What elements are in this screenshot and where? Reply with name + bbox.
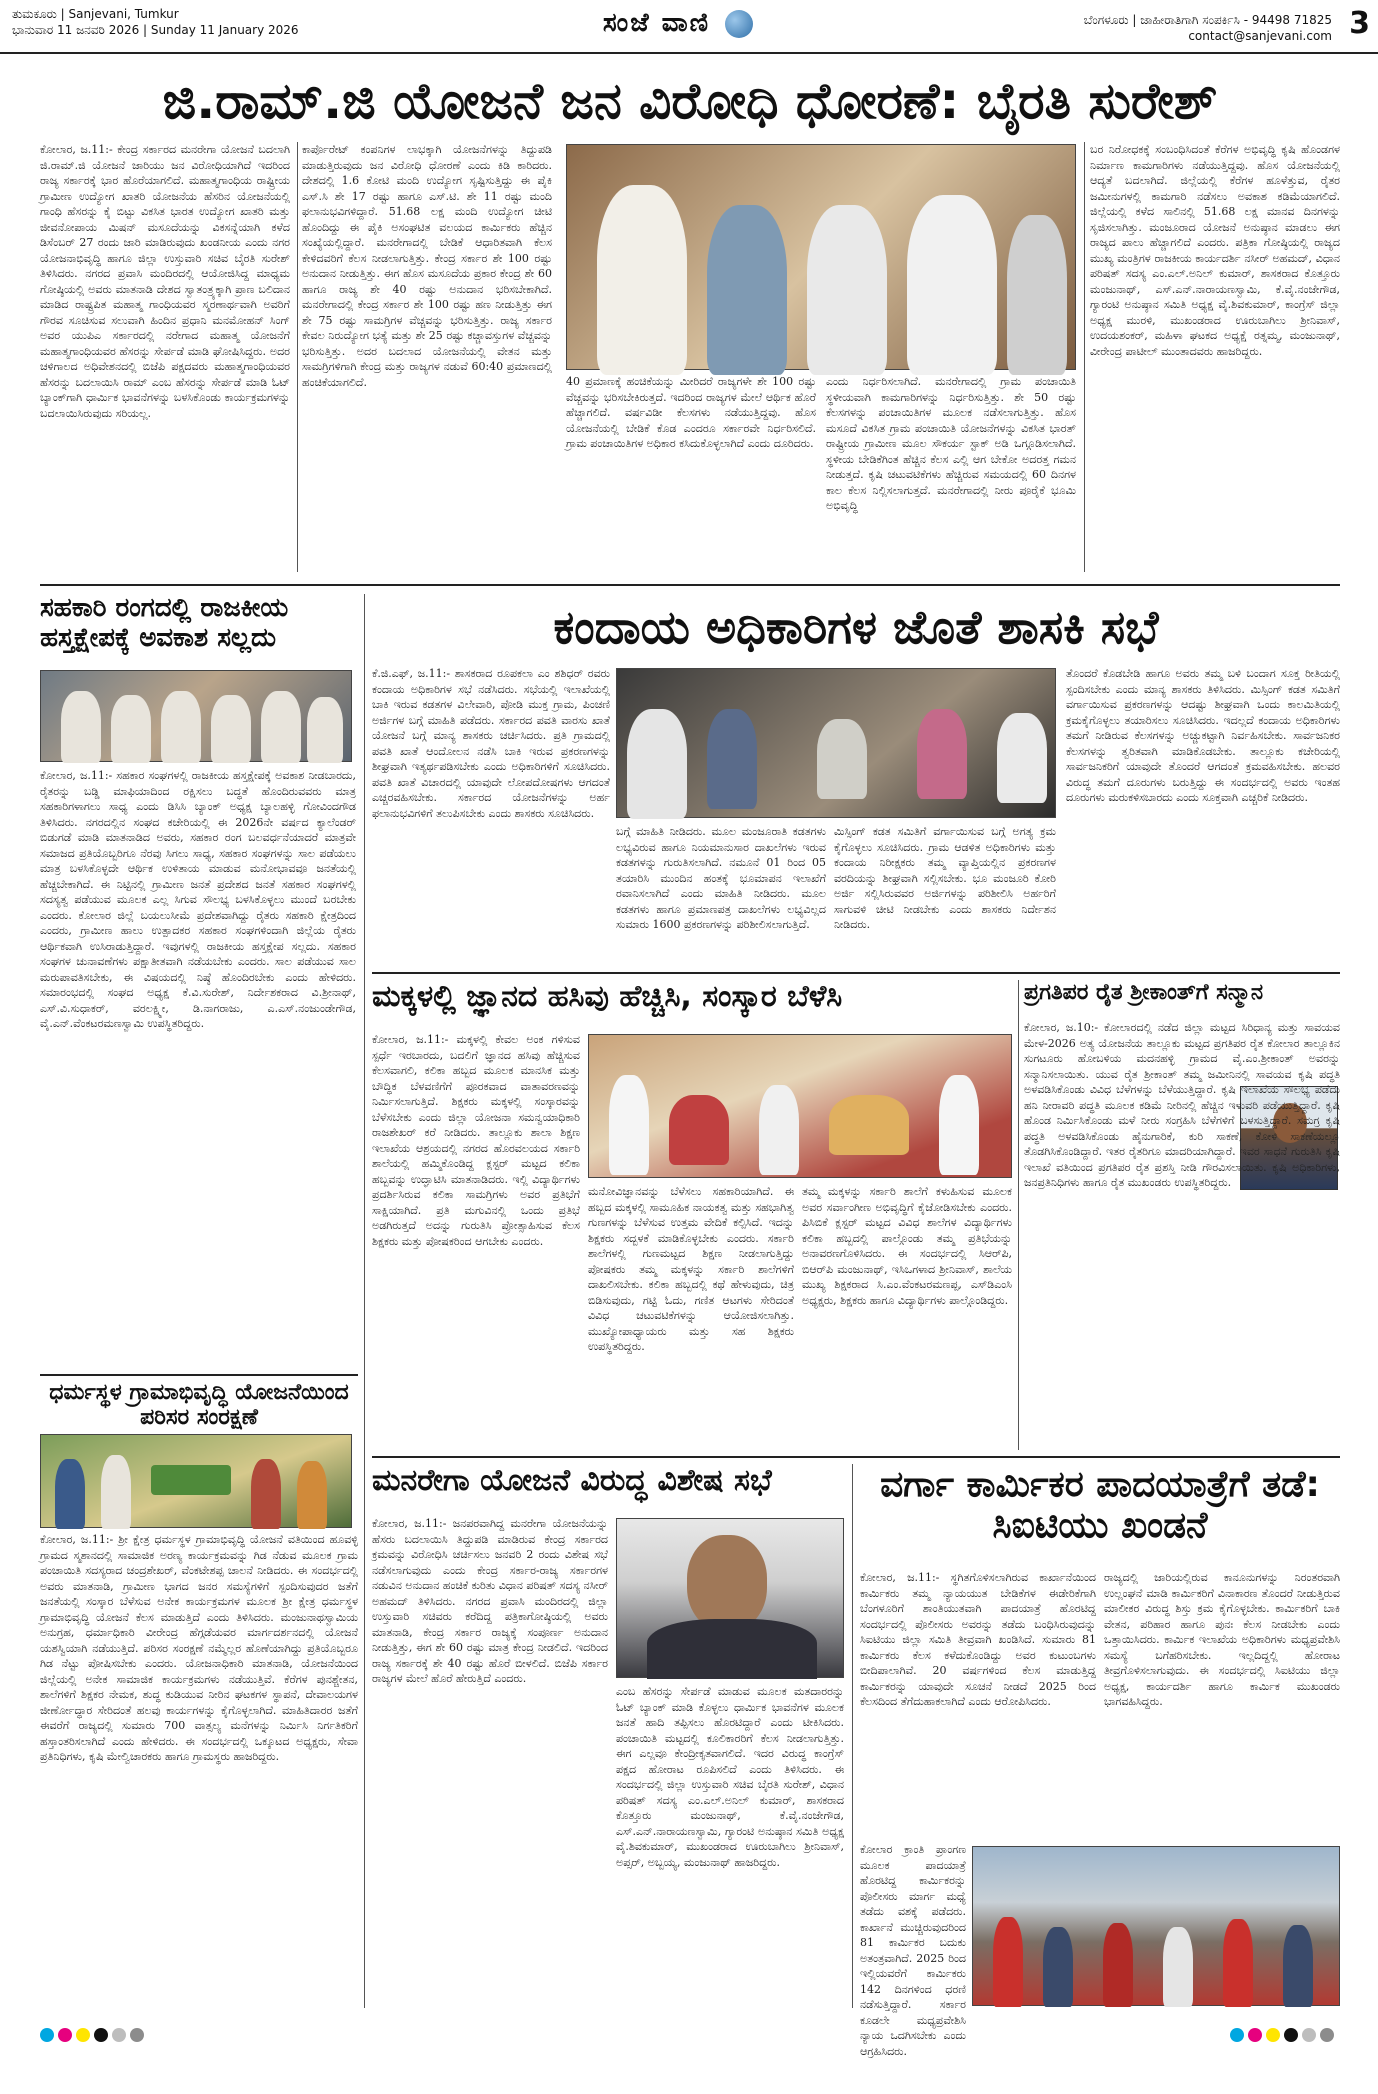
contact-line: ಬೆಂಗಳೂರು | ಜಾಹೀರಾತಿಗಾಗಿ ಸಂಪರ್ಕಿಸಿ - 94498 71825 <box>1083 13 1332 27</box>
newspaper-logo <box>560 8 800 44</box>
edition-line: ತುಮಕೂರು | Sanjevani, Tumkur <box>12 7 179 21</box>
page-number: 3 <box>1349 6 1370 41</box>
manarega-column-1: ಕೋಲಾರ, ಜ.11:- ಜನಪರವಾಗಿದ್ದ ಮನರೇಗಾ ಯೋಜನೆಯನ್ನು ಹೆಸರು ಬದಲಾಯಿಸಿ ತಿದ್ದುಪಡಿ ಮಾಡಿರುವ ಕೇಂದ್ರ ಸರ್ಕಾರದ ಕ್ರಮವನ್ನು ವಿರೋಧಿಸಿ ಚರ್ಚಿಸಲು ಜನವರಿ 2 ರಂದು ವಿಶೇಷ ಸಭೆ ನಡೆಸಲಾಗುವುದು ಎಂದು ಕೇಂದ್ರ ಸರ್ಕಾರ-ರಾಜ್ಯ ಸರ್ಕಾರಗಳ ನಡುವಿನ ಅನುದಾನ ಹಂಚಿಕೆ ಕುರಿತು ವಿಧಾನ ಪರಿಷತ್ ಸದಸ್ಯ ನಸೀರ್ ಅಹಮದ್ ತಿಳಿಸಿದರು. ನಗರದ ಪ್ರವಾಸಿ ಮಂದಿರದಲ್ಲಿ ಜಿಲ್ಲಾ ಉಸ್ತುವಾರಿ ಸಚಿವರು ಕರೆದಿದ್ದ ಪತ್ರಿಕಾಗೋಷ್ಠಿಯಲ್ಲಿ ಅವರು ಮಾತನಾಡಿ, ಕೇಂದ್ರ ಸರ್ಕಾರ ರಾಜ್ಯಕ್ಕೆ ಸಂಪೂರ್ಣ ಅನುದಾನ ನೀಡುತ್ತಿತ್ತು, ಈಗ ಶೇ 60 ರಷ್ಟು ಮಾತ್ರ ಕೇಂದ್ರ ನೀಡಲಿದೆ. ಇದರಿಂದ ರಾಜ್ಯ ಸರ್ಕಾರಕ್ಕೆ ಶೇ 40 ರಷ್ಟು ಹೊರೆ ಬೀಳಲಿದೆ. ಬಿಜೆಪಿ ಸರ್ಕಾರ ರಾಜ್ಯಗಳ ಮೇಲೆ ಹೊರೆ ಹೇರುತ್ತಿದೆ ಎಂದರು. <box>372 1517 608 1685</box>
kandaya-column-3: ಮಿಸ್ಸಿಂಗ್ ಕಡತ ಸಮಿತಿಗೆ ವರ್ಗಾಯಿಸುವ ಬಗ್ಗೆ ಅಗತ್ಯ ಕ್ರಮ ಕೈಗೊಳ್ಳಲು ಸೂಚಿಸಿದರು. ಗ್ರಾಮ ಆಡಳಿತ ಅಧಿಕಾರಿಗಳು ಮತ್ತು ಕಂದಾಯ ನಿರೀಕ್ಷಕರು ತಮ್ಮ ವ್ಯಾಪ್ತಿಯಲ್ಲಿನ ಪ್ರಕರಣಗಳ ವರದಿಯನ್ನು ಶೀಘ್ರವಾಗಿ ಸಲ್ಲಿಸಬೇಕು. ಭೂ ಮಂಜೂರಿ ಕೋರಿ ಅರ್ಜಿ ಸಲ್ಲಿಸಿರುವವರ ಅರ್ಜಿಗಳನ್ನು ಪರಿಶೀಲಿಸಿ ಅರ್ಹರಿಗೆ ಸಾಗುವಳಿ ಚೀಟಿ ನೀಡಬೇಕು ಎಂದು ಶಾಸಕರು ನಿರ್ದೇಶನ ನೀಡಿದರು. <box>834 825 1056 931</box>
contact-email[interactable]: contact@sanjevani.com <box>1188 29 1332 43</box>
dharmasthala-body: ಕೋಲಾರ, ಜ.11:- ಶ್ರೀ ಕ್ಷೇತ್ರ ಧರ್ಮಸ್ಥಳ ಗ್ರಾಮಾಭಿವೃದ್ಧಿ ಯೋಜನೆ ವತಿಯಿಂದ ಹೂವಳ್ಳಿ ಗ್ರಾಮದ ಸ್ಮಶಾನದಲ್ಲಿ ಸಾಮಾಜಿಕ ಅರಣ್ಯ ಕಾರ್ಯಕ್ರಮವನ್ನು ಗಿಡ ನೆಡುವ ಮೂಲಕ ಗ್ರಾಮ ಪಂಚಾಯಿತಿ ಸದಸ್ಯರಾದ ಚಂದ್ರಶೇಖರ್, ವೆಂಕಟೇಶಪ್ಪ ಚಾಲನೆ ನೀಡಿದರು. ಈ ಸಂದರ್ಭದಲ್ಲಿ ಅವರು ಮಾತನಾಡಿ, ಗ್ರಾಮೀಣ ಭಾಗದ ಜನರ ಸಮಸ್ಯೆಗಳಿಗೆ ಸ್ಪಂದಿಸುವುದರ ಜತೆಗೆ ಜನತೆಯಲ್ಲಿ ಸಂಸ್ಕಾರ ಬೆಳೆಸುವ ಅನೇಕ ಕಾರ್ಯಕ್ರಮಗಳ ಮೂಲಕ ಶ್ರೀ ಕ್ಷೇತ್ರ ಧರ್ಮಸ್ಥಳ ಗ್ರಾಮಾಭಿವೃದ್ಧಿ ಯೋಜನೆ ಕೆಲಸ ಮಾಡುತ್ತಿದೆ ಎಂದು ತಿಳಿಸಿದರು. ಮಂಜುನಾಥಸ್ವಾಮಿಯ ಅನುಗ್ರಹ, ಧರ್ಮಾಧಿಕಾರಿ ವೀರೇಂದ್ರ ಹೆಗ್ಗಡೆಯವರ ಮಾರ್ಗದರ್ಶನದಲ್ಲಿ ಯೋಜನೆ ಯಶಸ್ವಿಯಾಗಿ ನಡೆಯುತ್ತಿದೆ. ಪರಿಸರ ಸಂರಕ್ಷಣೆ ನಮ್ಮೆಲ್ಲರ ಹೊಣೆಯಾಗಿದ್ದು ಪ್ರತಿಯೊಬ್ಬರೂ ಗಿಡ ನೆಟ್ಟು ಪೋಷಿಸಬೇಕು ಎಂದರು. ಯೋಜನಾಧಿಕಾರಿ ಮಾತನಾಡಿ, ಯೋಜನೆಯಿಂದ ಜಿಲ್ಲೆಯಲ್ಲಿ ಅನೇಕ ಸಾಮಾಜಿಕ ಕಾರ್ಯಕ್ರಮಗಳು ನಡೆಯುತ್ತಿವೆ. ಕೆರೆಗಳ ಪುನಶ್ಚೇತನ, ಶಾಲೆಗಳಿಗೆ ಶಿಕ್ಷಕರ ನೇಮಕ, ಶುದ್ಧ ಕುಡಿಯುವ ನೀರಿನ ಘಟಕಗಳ ಸ್ಥಾಪನೆ, ದೇವಾಲಯಗಳ ಜೀರ್ಣೋದ್ಧಾರ ಸೇರಿದಂತೆ ಹಲವು ಕಾರ್ಯಗಳನ್ನು ಕೈಗೊಳ್ಳಲಾಗಿದೆ. ಮಾಹಿತಿದಾರರ ಜತೆಗೆ ಈವರೆಗೆ ರಾಜ್ಯದಲ್ಲಿ ಸುಮಾರು 700 ವಾತ್ಸಲ್ಯ ಮನೆಗಳನ್ನು ನಿರ್ಮಿಸಿ ನಿರ್ಗತಿಕರಿಗೆ ಹಸ್ತಾಂತರಿಸಲಾಗಿದೆ ಎಂದು ಹೇಳಿದರು. ಈ ಸಂದರ್ಭದಲ್ಲಿ ಒಕ್ಕೂಟದ ಅಧ್ಯಕ್ಷರು, ಸೇವಾ ಪ್ರತಿನಿಧಿಗಳು, ಕೃಷಿ ಮೇಲ್ವಿಚಾರಕರು ಹಾಗೂ ಗ್ರಾಮಸ್ಥರು ಹಾಜರಿದ್ದರು. <box>40 1533 358 1763</box>
cooperative-body: ಕೋಲಾರ, ಜ.11:- ಸಹಕಾರ ಸಂಘಗಳಲ್ಲಿ ರಾಜಕೀಯ ಹಸ್ತಕ್ಷೇಪಕ್ಕೆ ಅವಕಾಶ ನೀಡಬಾರದು, ರೈತರನ್ನು ಬಡ್ಡಿ ಮಾಫಿಯಾದಿಂದ ರಕ್ಷಿಸಲು ಬದ್ಧತೆ ಹೊಂದಿರುವವರು ಮಾತ್ರ ಸಹಕಾರಿಗಳಾಗಲು ಸಾಧ್ಯ ಎಂದು ಡಿಸಿಸಿ ಬ್ಯಾಂಕ್ ಅಧ್ಯಕ್ಷ ಬ್ಯಾಲಹಳ್ಳಿ ಗೋವಿಂದಗೌಡ ತಿಳಿಸಿದರು. ನಗರದಲ್ಲಿನ ಸಂಘದ ಕಚೇರಿಯಲ್ಲಿ ಈ 2026ನೇ ವರ್ಷದ ಕ್ಯಾಲೆಂಡರ್ ಬಿಡುಗಡೆ ಮಾಡಿ ಮಾತನಾಡಿದ ಅವರು, ಸಹಕಾರ ರಂಗ ಬಲವರ್ಧನೆಯಾದರೆ ಮಾತ್ರವೇ ಸಮಾಜದ ಪ್ರತಿಯೊಬ್ಬರಿಗೂ ನೆರವು ಸಿಗಲು ಸಾಧ್ಯ, ಸಹಕಾರ ಸಂಘಗಳನ್ನು ಸಾಲ ಪಡೆಯಲು ಮಾತ್ರ ಬಳಸಿಕೊಳ್ಳದೇ ಆರ್ಥಿಕ ಉಳಿತಾಯ ಮಾಡುವ ಮನೋಭಾವವೂ ಜನತೆಯಲ್ಲಿ ಹೆಚ್ಚಬೇಕಾಗಿದೆ. ಈ ನಿಟ್ಟಿನಲ್ಲಿ ಗ್ರಾಮೀಣ ಜನತೆ ಪ್ರದೇಶದ ಜನತೆ ಸಹಕಾರ ಸಂಘಗಳಲ್ಲಿ ಸದಸ್ಯತ್ವ ಪಡೆಯುವ ಮೂಲಕ ಎಲ್ಲ ಸಿಗುವ ಸೌಲಭ್ಯ ಬಳಸಿಕೊಳ್ಳಲು ಮುಂದೆ ಬರಬೇಕು ಎಂದರು. ಕೋಲಾರ ಜಿಲ್ಲೆ ಬಯಲುಸೀಮೆ ಪ್ರದೇಶವಾಗಿದ್ದು ರೈತರು ಸಹಕಾರಿ ಕ್ಷೇತ್ರದಿಂದ ಎಂದರು, ಗ್ರಾಮೀಣ ಹಾಲು ಉತ್ಪಾದಕರ ಸಹಕಾರ ಸಂಘಗಳಿಂದಾಗಿ ಜಿಲ್ಲೆಯ ರೈತರು ಆರ್ಥಿಕವಾಗಿ ಉಸಿರಾಡುತ್ತಿದ್ದಾರೆ. ಇವುಗಳಲ್ಲಿ ರಾಜಕೀಯ ಹಸ್ತಕ್ಷೇಪ ಸಲ್ಲದು. ಸಹಕಾರ ಸಂಘಗಳ ಚುನಾವಣೆಗಳು ಪಕ್ಷಾತೀತವಾಗಿ ನಡೆಯಬೇಕು ಎಂದರು. ಸಾಲ ಪಡೆಯುವ ಸಾಲ ಮರುಪಾವತಿಸಬೇಕು, ಈ ವಿಷಯದಲ್ಲಿ ನಿಷ್ಠೆ ಹೊಂದಿರಬೇಕು ಎಂದು ಹೇಳಿದರು. ಸಮಾರಂಭದಲ್ಲಿ ಸಂಘದ ಅಧ್ಯಕ್ಷ ಕೆ.ವಿ.ಸುರೇಶ್, ನಿರ್ದೇಶಕರಾದ ವಿ.ಶ್ರೀನಾಥ್, ಎಸ್.ವಿ.ಸುಧಾಕರ್, ವರಲಕ್ಷ್ಮೀ, ಡಿ.ನಾಗರಾಜು, ಎ.ಎಸ್.ನಂಜುಂಡೇಗೌಡ, ವೈ.ಎನ್.ವೆಂಕಟರಮಣಸ್ವಾಮಿ ಉಪಸ್ಥಿತರಿದ್ದರು. <box>40 769 356 1030</box>
register-dot <box>112 2028 126 2042</box>
logo-text: ಸಂಜೆ ವಾಣಿ <box>602 8 711 38</box>
register-dot <box>1302 2028 1316 2042</box>
color-register-right <box>1230 2028 1334 2042</box>
column-divider <box>364 594 365 2008</box>
register-dot <box>130 2028 144 2042</box>
varga-headline: ವರ್ಗಾ ಕಾರ್ಮಿಕರ ಪಾದಯಾತ್ರೆಗೆ ತಡೆ: ಸಿಐಟಿಯು ಖಂಡನೆ <box>880 1464 1320 1547</box>
manarega-column-2: ಎಂಬ ಹೆಸರನ್ನು ಸೇರ್ಪಡೆ ಮಾಡುವ ಮೂಲಕ ಮತದಾರರನ್ನು ಓಟ್ ಬ್ಯಾಂಕ್ ಮಾಡಿ ಕೊಳ್ಳಲು ಧಾರ್ಮಿಕ ಭಾವನೆಗಳ ಮೂಲಕ ಜನತೆ ಹಾದಿ ತಪ್ಪಿಸಲು ಹೊರಟಿದ್ದಾರೆ ಎಂದು ಟೀಕಿಸಿದರು. ಪಂಚಾಯಿತಿ ಮಟ್ಟದಲ್ಲಿ ಕೂಲಿಕಾರರಿಗೆ ಕೆಲಸ ನೀಡಲಾಗುತ್ತಿತ್ತು. ಈಗ ಎಲ್ಲವೂ ಕೇಂದ್ರೀಕೃತವಾಗಲಿದೆ. ಇದರ ವಿರುದ್ಧ ಕಾಂಗ್ರೆಸ್ ಪಕ್ಷದ ಹೋರಾಟ ರೂಪಿಸಲಿದೆ ಎಂದು ತಿಳಿಸಿದರು. ಈ ಸಂದರ್ಭದಲ್ಲಿ ಜಿಲ್ಲಾ ಉಸ್ತುವಾರಿ ಸಚಿವ ಬೈರತಿ ಸುರೇಶ್, ವಿಧಾನ ಪರಿಷತ್ ಸದಸ್ಯ ಎಂ.ಎಲ್.ಅನಿಲ್ ಕುಮಾರ್, ಶಾಸಕರಾದ ಕೊತ್ತೂರು ಮಂಜುನಾಥ್, ಕೆ.ವೈ.ನಂಜೇಗೌಡ, ಎಸ್.ಎನ್.ನಾರಾಯಣಸ್ವಾಮಿ, ಗ್ಯಾರಂಟಿ ಅನುಷ್ಠಾನ ಸಮಿತಿ ಅಧ್ಯಕ್ಷ ವೈ.ಶಿವಕುಮಾರ್, ಮುಖಂಡರಾದ ಊರುಬಾಗಿಲು ಶ್ರೀನಿವಾಸ್, ಅಪ್ಸರ್, ಅಬ್ಬಯ್ಯ, ಮಂಜುನಾಥ್ ಹಾಜರಿದ್ದರು. <box>616 1685 844 1869</box>
dharmasthala-headline: ಧರ್ಮಸ್ಥಳ ಗ್ರಾಮಾಭಿವೃದ್ಧಿ ಯೋಜನೆಯಿಂದ ಪರಿಸರ ಸಂರಕ್ಷಣೆ <box>49 1380 349 1431</box>
lead-column-5: ಬರ ನಿರೋಧಕಕ್ಕೆ ಸಂಬಂಧಿಸಿದಂತೆ ಕೆರೆಗಳ ಅಭಿವೃದ್ಧಿ ಕೃಷಿ ಹೊಂಡಗಳ ನಿರ್ಮಾಣ ಕಾಮಗಾರಿಗಳು ನಡೆಯುತ್ತಿದ್ದವು. ಹೊಸ ಯೋಜನೆಯಲ್ಲಿ ಆದ್ಯತೆ ಬದಲಾಗಿದೆ. ಜಿಲ್ಲೆಯಲ್ಲಿ ಕೆರೆಗಳ ಹೂಳೆತ್ತುವ, ರೈತರ ಜಮೀನುಗಳಲ್ಲಿ ಕಾಮಗಾರಿ ನಡೆಸಲು ಅವಕಾಶ ಕಡಿಮೆಯಾಗಲಿದೆ. ಜಿಲ್ಲೆಯಲ್ಲಿ ಕಳೆದ ಸಾಲಿನಲ್ಲಿ 51.68 ಲಕ್ಷ ಮಾನವ ದಿನಗಳನ್ನು ಸೃಜಿಸಲಾಗಿತ್ತು. ಮಂಜೂರಾದ ಯೋಜನೆ ಅನುಷ್ಠಾನ ಮಾಡಲು ಈಗ ರಾಜ್ಯದ ಪಾಲು ಹೆಚ್ಚಾಗಲಿದೆ ಎಂದರು. ಪತ್ರಿಕಾ ಗೋಷ್ಠಿಯಲ್ಲಿ ರಾಜ್ಯದ ಮುಖ್ಯ ಮಂತ್ರಿಗಳ ರಾಜಕೀಯ ಕಾರ್ಯದರ್ಶಿ ನಸೀರ್ ಅಹಮದ್, ವಿಧಾನ ಪರಿಷತ್ ಸದಸ್ಯ ಎಂ.ಎಲ್.ಅನಿಲ್ ಕುಮಾರ್, ಶಾಸಕರಾದ ಕೊತ್ತೂರು ಮಂಜುನಾಥ್, ಎಸ್.ಎನ್.ನಾರಾಯಣಸ್ವಾಮಿ, ಕೆ.ವೈ.ನಂಜೇಗೌಡ, ಗ್ಯಾರಂಟಿ ಅನುಷ್ಠಾನ ಸಮಿತಿ ಅಧ್ಯಕ್ಷ ವೈ.ಶಿವಕುಮಾರ್, ಕಾಂಗ್ರೆಸ್ ಜಿಲ್ಲಾ ಅಧ್ಯಕ್ಷ ಮುರಳಿ, ಮುಖಂಡರಾದ ಊರುಬಾಗಿಲು ಶ್ರೀನಿವಾಸ್, ಉದಯಶಂಕರ್, ಮಹಿಳಾ ಘಟಕದ ಅಧ್ಯಕ್ಷೆ ರತ್ನಮ್ಮ, ಮಂಜುನಾಥ್, ವೀರೇಂದ್ರ ಪಾಟೀಲ್ ಮುಂತಾದವರು ಹಾಜರಿದ್ದರು. <box>1090 143 1340 358</box>
column-divider <box>1018 980 1019 1450</box>
register-dot <box>1284 2028 1298 2042</box>
kandaya-column-4: ತೊಂದರೆ ಕೊಡಬೇಡಿ ಹಾಗೂ ಅವರು ತಮ್ಮ ಬಳಿ ಬಂದಾಗ ಸೂಕ್ತ ರೀತಿಯಲ್ಲಿ ಸ್ಪಂದಿಸಬೇಕು ಎಂದು ಮಾನ್ಯ ಶಾಸಕರು ತಿಳಿಸಿದರು. ಮಿಸ್ಸಿಂಗ್ ಕಡತ ಸಮಿತಿಗೆ ವರ್ಗಾಯಿಸುವ ಪ್ರಕರಣಗಳನ್ನು ಆದಷ್ಟು ಶೀಘ್ರವಾಗಿ ಒಂದು ಕಾಲಮಿತಿಯಲ್ಲಿ ಕ್ರಮಕೈಗೊಳ್ಳಲು ತಯಾರಿಸಲು ಸೂಚಿಸಿದರು. ಇದಲ್ಲದೆ ಕಂದಾಯ ಅಧಿಕಾರಿಗಳು ತಮಗೆ ನೀಡಿರುವ ಕೆಲಸಗಳನ್ನು ಅಚ್ಚುಕಟ್ಟಾಗಿ ನಿರ್ವಹಿಸಬೇಕು. ಸಾರ್ವಜನಿಕರ ಕೆಲಸಗಳನ್ನು ತ್ವರಿತವಾಗಿ ಮಾಡಿಕೊಡಬೇಕು. ತಾಲ್ಲೂಕು ಕಚೇರಿಯಲ್ಲಿ ಸಾರ್ವಜನಿಕರಿಗೆ ಯಾವುದೇ ತೊಂದರೆ ಆಗದಂತೆ ಕ್ರಮವಹಿಸಬೇಕು. ಹಲವರ ವಿರುದ್ಧ ತಮಗೆ ದೂರುಗಳು ಬರುತ್ತಿದ್ದು ಈ ಸಂದರ್ಭದಲ್ಲಿ ಅವರು ಇಂತಹ ದೂರುಗಳು ಮರುಕಳಿಸಬಾರದು ಎಂದು ಸೂಕ್ತವಾಗಿ ಎಚ್ಚರಿಕೆ ನೀಡಿದರು. <box>1066 667 1340 804</box>
register-dot <box>1320 2028 1334 2042</box>
cooperative-headline: ಸಹಕಾರಿ ರಂಗದಲ್ಲಿ ರಾಜಕೀಯ ಹಸ್ತಕ್ಷೇಪಕ್ಕೆ ಅವಕಾಶ ಸಲ್ಲದು <box>40 593 289 653</box>
section-divider <box>40 584 1340 586</box>
speaker-photo <box>616 1518 844 1678</box>
kandaya-photo <box>616 668 1056 818</box>
globe-icon <box>725 10 753 38</box>
srikanth-headline: ಪ್ರಗತಿಪರ ರೈತ ಶ್ರೀಕಾಂತ್‌ಗೆ ಸನ್ಮಾನ <box>1024 980 1264 1005</box>
date-line: ಭಾನುವಾರ 11 ಜನವರಿ 2026 | Sunday 11 January 2026 <box>12 23 299 37</box>
register-dot <box>94 2028 108 2042</box>
lead-column-2: ಕಾರ್ಪೊರೇಟ್ ಕಂಪನಿಗಳ ಲಾಭಕ್ಕಾಗಿ ಯೋಜನೆಗಳನ್ನು ತಿದ್ದುಪಡಿ ಮಾಡುತ್ತಿರುವುದು ಜನ ವಿರೋಧಿ ಧೋರಣೆ ಎಂದು ಕಿಡಿ ಕಾರಿದರು. ದೇಶದಲ್ಲಿ 1.6 ಕೋಟಿ ಮಂದಿ ಉದ್ಯೋಗ ಸೃಷ್ಟಿಸುತ್ತಿದ್ದು ಈ ಪೈಕಿ ಎಸ್.ಸಿ ಶೇ 17 ರಷ್ಟು ಹಾಗೂ ಎಸ್.ಟಿ. ಶೇ 11 ರಷ್ಟು ಮಂದಿ ಫಲಾನುಭವಿಗಳಿದ್ದಾರೆ. 51.68 ಲಕ್ಷ ಮಂದಿ ಉದ್ಯೋಗ ಚೀಟಿ ಹೊಂದಿದ್ದು ಈ ಪೈಕಿ ಅಸಂಘಟಿತ ವಲಯದ ಕಾರ್ಮಿಕರು ಹೆಚ್ಚಿನ ಸಂಖ್ಯೆಯಲ್ಲಿದ್ದಾರೆ. ಮನರೇಗಾದಲ್ಲಿ ಬೇಡಿಕೆ ಆಧಾರಿತವಾಗಿ ಕೆಲಸ ಕೇಳಿದವರಿಗೆ ಕೆಲಸ ನೀಡಲಾಗುತ್ತಿತ್ತು. ಕೇಂದ್ರ ಸರ್ಕಾರ ಶೇ 100 ರಷ್ಟು ಅನುದಾನ ನೀಡುತ್ತಿತ್ತು. ಈಗ ಹೊಸ ಮಸೂದೆಯ ಪ್ರಕಾರ ಕೇಂದ್ರ ಶೇ 60 ಹಾಗೂ ರಾಜ್ಯ ಶೇ 40 ರಷ್ಟು ಅನುದಾನ ಭರಿಸಬೇಕಾಗಿದೆ. ಮನರೇಗಾದಲ್ಲಿ ಕೇಂದ್ರ ಸರ್ಕಾರ ಶೇ 100 ರಷ್ಟು ಹಣ ನೀಡುತ್ತಿತ್ತು ಈಗ ಶೇ 75 ರಷ್ಟು ಸಾಮಗ್ರಿಗಳ ವೆಚ್ಚವನ್ನು ಭರಿಸುತ್ತಿತ್ತು. ರಾಜ್ಯ ಸರ್ಕಾರ ಕೇವಲ ನಿರುದ್ಯೋಗ ಭತ್ಯೆ ಮತ್ತು ಶೇ 25 ರಷ್ಟು ಕಚ್ಚಾವಸ್ತುಗಳ ವೆಚ್ಚವನ್ನು ಭರಿಸುತ್ತಿತ್ತು. ಅದರ ಬದಲಾದ ಯೋಜನೆಯಲ್ಲಿ ವೇತನ ಮತ್ತು ಸಾಮಗ್ರಿಗಳಿಗಾಗಿ ಕೇಂದ್ರ ಮತ್ತು ರಾಜ್ಯಗಳ ನಡುವೆ 60:40 ಪ್ರಮಾಣದಲ್ಲಿ ಹಂಚಿಕೆಯಾಗಲಿದೆ. <box>302 143 552 389</box>
masthead-left <box>12 6 299 38</box>
column-divider <box>852 1464 853 2008</box>
kandaya-headline: ಕಂದಾಯ ಅಧಿಕಾರಿಗಳ ಜೊತೆ ಶಾಸಕಿ ಸಭೆ <box>553 600 1159 654</box>
makkalalli-column-1: ಕೋಲಾರ, ಜ.11:- ಮಕ್ಕಳಲ್ಲಿ ಕೇವಲ ಅಂಕ ಗಳಿಸುವ ಸ್ಪರ್ಧೆ ಇರಬಾರದು, ಬದಲಿಗೆ ಜ್ಞಾನದ ಹಸಿವು ಹೆಚ್ಚಿಸುವ ಕೆಲಸವಾಗಲಿ, ಕಲಿಕಾ ಹಬ್ಬದ ಮೂಲಕ ಮಾನಸಿಕ ಮತ್ತು ಬೌದ್ಧಿಕ ಬೆಳವಣಿಗೆಗೆ ಪೂರಕವಾದ ವಾತಾವರಣವನ್ನು ನಿರ್ಮಿಸಲಾಗುತ್ತಿದೆ. ಶಿಕ್ಷಕರು ಮಕ್ಕಳಲ್ಲಿ ಸಂಸ್ಕಾರವನ್ನು ಬೆಳೆಸಬೇಕು ಎಂದು ಜಿಲ್ಲಾ ಯೋಜನಾ ಸಮನ್ವಯಾಧಿಕಾರಿ ರಾಜಶೇಖರ್ ಕರೆ ನೀಡಿದರು. ತಾಲ್ಲೂಕು ಶಾಲಾ ಶಿಕ್ಷಣ ಇಲಾಖೆಯ ಆಶ್ರಯದಲ್ಲಿ ನಗರದ ಹೊರವಲಯದ ಸರ್ಕಾರಿ ಶಾಲೆಯಲ್ಲಿ ಹಮ್ಮಿಕೊಂಡಿದ್ದ ಕ್ಲಸ್ಟರ್ ಮಟ್ಟದ ಕಲಿಕಾ ಹಬ್ಬವನ್ನು ಉದ್ಘಾಟಿಸಿ ಮಾತನಾಡಿದರು. ಇಲ್ಲಿ ವಿದ್ಯಾರ್ಥಿಗಳು ಪ್ರದರ್ಶಿಸಿರುವ ಕಲಿಕಾ ಸಾಮಗ್ರಿಗಳು ಅವರ ಪ್ರತಿಭೆಗೆ ಸಾಕ್ಷಿಯಾಗಿದೆ. ಪ್ರತಿ ಮಗುವಿನಲ್ಲಿ ಒಂದು ಪ್ರತಿಭೆ ಅಡಗಿರುತ್ತದೆ ಅದನ್ನು ಗುರುತಿಸಿ ಪ್ರೋತ್ಸಾಹಿಸುವ ಕೆಲಸ ಶಿಕ್ಷಕರು ಮತ್ತು ಪೋಷಕರಿಂದ ಆಗಬೇಕು ಎಂದರು. <box>372 1033 580 1248</box>
color-register-left <box>40 2028 144 2042</box>
varga-column-3: ಕೋಲಾರ ಕ್ರಾಂತಿ ಪ್ರಾಂಗಣ ಮೂಲಕ ಪಾದಯಾತ್ರೆ ಹೊರಟಿದ್ದ ಕಾರ್ಮಿಕರನ್ನು ಪೊಲೀಸರು ಮಾರ್ಗ ಮಧ್ಯೆ ತಡೆದು ವಶಕ್ಕೆ ಪಡೆದರು. ಕಾರ್ಖಾನೆ ಮುಚ್ಚಿರುವುದರಿಂದ 81 ಕಾರ್ಮಿಕರ ಬದುಕು ಅತಂತ್ರವಾಗಿದೆ. 2025 ರಿಂದ ಇಲ್ಲಿಯವರೆಗೆ ಕಾರ್ಮಿಕರು 142 ದಿನಗಳಿಂದ ಧರಣಿ ನಡೆಸುತ್ತಿದ್ದಾರೆ. ಸರ್ಕಾರ ಕೂಡಲೇ ಮಧ್ಯಪ್ರವೇಶಿಸಿ ನ್ಯಾಯ ಒದಗಿಸಬೇಕು ಎಂದು ಆಗ್ರಹಿಸಿದರು. <box>860 1843 966 2058</box>
register-dot <box>40 2028 54 2042</box>
section-divider <box>372 972 1340 974</box>
makkalalli-photo <box>588 1034 1012 1178</box>
makkalalli-headline: ಮಕ್ಕಳಲ್ಲಿ ಜ್ಞಾನದ ಹಸಿವು ಹೆಚ್ಚಿಸಿ, ಸಂಸ್ಕಾರ ಬೆಳೆಸಿ <box>372 979 843 1014</box>
cooperative-photo <box>40 670 352 762</box>
lead-photo <box>566 144 1076 370</box>
column-divider <box>1084 142 1085 572</box>
kandaya-column-1: ಕೆ.ಜಿ.ಎಫ್, ಜ.11:- ಶಾಸಕರಾದ ರೂಪಕಲಾ ಎಂ ಶಶಿಧರ್ ರವರು ಕಂದಾಯ ಅಧಿಕಾರಿಗಳ ಸಭೆ ನಡೆಸಿದರು. ಸಭೆಯಲ್ಲಿ ಇಲಾಖೆಯಲ್ಲಿ ಬಾಕಿ ಇರುವ ಕಡತಗಳ ವಿಲೇವಾರಿ, ಪೋಡಿ ಮುಕ್ತ ಗ್ರಾಮ, ಪಿಂಚಣಿ ಅರ್ಜಿಗಳ ಬಗ್ಗೆ ಮಾಹಿತಿ ಪಡೆದರು. ಸರ್ಕಾರದ ಪವತಿ ವಾರಸು ಖಾತೆ ಯೋಜನೆ ಬಗ್ಗೆ ಮಾನ್ಯ ಶಾಸಕರು ಚರ್ಚಿಸಿದರು. ಪ್ರತಿ ಗ್ರಾಮದಲ್ಲಿ ಪವತಿ ಖಾತೆ ಆಂದೋಲನ ನಡೆಸಿ ಬಾಕಿ ಇರುವ ಪ್ರಕರಣಗಳನ್ನು ಶೀಘ್ರವಾಗಿ ಇತ್ಯರ್ಥಪಡಿಸಬೇಕು ಎಂದು ಅಧಿಕಾರಿಗಳಿಗೆ ಸೂಚಿಸಿದರು. ಪವತಿ ಖಾತೆ ವಿಚಾರದಲ್ಲಿ ಯಾವುದೇ ಲೋಪದೋಷಗಳು ಆಗದಂತೆ ಎಚ್ಚರವಹಿಸಬೇಕು. ಸರ್ಕಾರದ ಯೋಜನೆಗಳನ್ನು ಅರ್ಹ ಫಲಾನುಭವಿಗಳಿಗೆ ತಲುಪಿಸಬೇಕು ಎಂದು ಶಾಸಕರು ಸೂಚಿಸಿದರು. <box>372 667 610 820</box>
column-divider <box>297 142 298 572</box>
varga-column-2: ರಾಜ್ಯದಲ್ಲಿ ಜಾರಿಯಲ್ಲಿರುವ ಕಾನೂನುಗಳನ್ನು ನಿರಂತರವಾಗಿ ಉಲ್ಲಂಘನೆ ಮಾಡಿ ಕಾರ್ಮಿಕರಿಗೆ ವಿನಾಕಾರಣ ತೊಂದರೆ ನೀಡುತ್ತಿರುವ ಮಾಲೀಕರ ವಿರುದ್ಧ ಶಿಸ್ತು ಕ್ರಮ ಕೈಗೊಳ್ಳಬೇಕು. ಕಾರ್ಮಿಕರಿಗೆ ಬಾಕಿ ವೇತನ, ಪರಿಹಾರ ಹಾಗೂ ಪುನಃ ಕೆಲಸ ನೀಡಬೇಕು ಎಂದು ಒತ್ತಾಯಿಸಿದರು. ಕಾರ್ಮಿಕ ಇಲಾಖೆಯ ಅಧಿಕಾರಿಗಳು ಮಧ್ಯಪ್ರವೇಶಿಸಿ ಸಮಸ್ಯೆ ಬಗೆಹರಿಸಬೇಕು. ಇಲ್ಲದಿದ್ದಲ್ಲಿ ಹೋರಾಟ ತೀವ್ರಗೊಳಿಸಲಾಗುವುದು. ಈ ಸಂದರ್ಭದಲ್ಲಿ ಸಿಐಟಿಯು ಜಿಲ್ಲಾ ಅಧ್ಯಕ್ಷ, ಕಾರ್ಯದರ್ಶಿ ಹಾಗೂ ಕಾರ್ಮಿಕ ಮುಖಂಡರು ಭಾಗವಹಿಸಿದ್ದರು. <box>1104 1571 1340 1708</box>
kandaya-column-2: ಬಗ್ಗೆ ಮಾಹಿತಿ ನೀಡಿದರು. ಮೂಲ ಮಂಜೂರಾತಿ ಕಡತಗಳು ಲಭ್ಯವಿರುವ ಹಾಗೂ ನಿಯಮಾನುಸಾರ ದಾಖಲೆಗಳು ಇರುವ ಕಡತಗಳನ್ನು ಗುರುತಿಸಲಾಗಿದೆ. ನಮೂನೆ 01 ರಿಂದ 05 ತಯಾರಿಸಿ ಮುಂದಿನ ಹಂತಕ್ಕೆ ಭೂಮಾಪನ ಇಲಾಖೆಗೆ ರವಾನಿಸಲಾಗಿದೆ ಎಂದು ಮಾಹಿತಿ ನೀಡಿದರು. ಮೂಲ ಕಡತಗಳು ಹಾಗೂ ಪ್ರಮಾಣಪತ್ರ ದಾಖಲೆಗಳು ಲಭ್ಯವಿಲ್ಲದ ಸುಮಾರು 1600 ಪ್ರಕರಣಗಳನ್ನು ಪರಿಶೀಲಿಸಲಾಗುತ್ತಿದೆ. <box>616 825 826 931</box>
section-divider <box>372 1456 1340 1458</box>
masthead-right <box>1084 12 1332 44</box>
register-dot <box>1266 2028 1280 2042</box>
lead-column-4: ಎಂದು ನಿರ್ಧರಿಸಲಾಗಿದೆ. ಮನರೇಗಾದಲ್ಲಿ ಗ್ರಾಮ ಪಂಚಾಯಿತಿ ಸ್ಥಳೀಯವಾಗಿ ಕಾಮಗಾರಿಗಳನ್ನು ನಿರ್ಧರಿಸುತ್ತಿತ್ತು. ಶೇ 50 ರಷ್ಟು ಕೆಲಸಗಳನ್ನು ಪಂಚಾಯಿತಿಗಳ ಮೂಲಕ ನಡೆಸಲಾಗುತ್ತಿತ್ತು. ಹೊಸ ಮಸೂದೆ ವಿಕಸಿತ ಗ್ರಾಮ ಪಂಚಾಯಿತಿ ಯೋಜನೆಗಳನ್ನು ವಿಕಸಿತ ಭಾರತ್ ರಾಷ್ಟ್ರೀಯ ಗ್ರಾಮೀಣ ಮೂಲ ಸೌಕರ್ಯ ಸ್ಟಾಕ್ ಅಡಿ ಒಗ್ಗೂಡಿಸಲಾಗಿದೆ. ಸ್ಥಳೀಯ ಬೇಡಿಕೆಗಿಂತ ಹೆಚ್ಚಿನ ಕೆಲಸ ಎಲ್ಲಿ ಆಗ ಬೇಕೋ ಅದರತ್ತ ಗಮನ ನೀಡುತ್ತದೆ. ಕೃಷಿ ಚಟುವಟಿಕೆಗಳು ಹೆಚ್ಚಿರುವ ಸಮಯದಲ್ಲಿ 60 ದಿನಗಳ ಕಾಲ ಕೆಲಸ ನಿಲ್ಲಿಸಲಾಗುತ್ತದೆ. ಮನರೇಗಾದಲ್ಲಿ ನೀರು ಪೂರೈಕೆ ಭೂಮಿ ಅಭಿವೃದ್ಧಿ <box>826 375 1076 512</box>
masthead <box>0 0 1378 54</box>
section-divider <box>40 1374 358 1376</box>
register-dot <box>1230 2028 1244 2042</box>
register-dot <box>1248 2028 1262 2042</box>
varga-column-1: ಕೋಲಾರ, ಜ.11:- ಸ್ಥಗಿತಗೊಳಿಸಲಾಗಿರುವ ಕಾರ್ಖಾನೆಯಿಂದ ಕಾರ್ಮಿಕರು ತಮ್ಮ ನ್ಯಾಯಯುತ ಬೇಡಿಕೆಗಳ ಈಡೇರಿಕೆಗಾಗಿ ಬೆಂಗಳೂರಿಗೆ ಶಾಂತಿಯುತವಾಗಿ ಪಾದಯಾತ್ರೆ ಹೊರಟಿದ್ದ ಸಂದರ್ಭದಲ್ಲಿ ಪೊಲೀಸರು ಅವರನ್ನು ತಡೆದು ಬಂಧಿಸಿರುವುದನ್ನು ಸಿಐಟಿಯು ಜಿಲ್ಲಾ ಸಮಿತಿ ತೀವ್ರವಾಗಿ ಖಂಡಿಸಿದೆ. ಸುಮಾರು 81 ಕಾರ್ಮಿಕರು ಕೆಲಸ ಕಳೆದುಕೊಂಡಿದ್ದು ಅವರ ಕುಟುಂಬಗಳು ಬೀದಿಪಾಲಾಗಿವೆ. 20 ವರ್ಷಗಳಿಂದ ಕೆಲಸ ಮಾಡುತ್ತಿದ್ದ ಕಾರ್ಮಿಕರನ್ನು ಯಾವುದೇ ಸೂಚನೆ ನೀಡದೆ 2025 ರಿಂದ ಕೆಲಸದಿಂದ ತೆಗೆದುಹಾಕಲಾಗಿದೆ ಎಂದು ಆರೋಪಿಸಿದರು. <box>860 1571 1096 1708</box>
protest-photo <box>972 1846 1340 2006</box>
makkalalli-column-3: ತಮ್ಮ ಮಕ್ಕಳನ್ನು ಸರ್ಕಾರಿ ಶಾಲೆಗೆ ಕಳುಹಿಸುವ ಮೂಲಕ ಅವರ ಸರ್ವಾಂಗೀಣ ಅಭಿವೃದ್ಧಿಗೆ ಕೈಜೋಡಿಸಬೇಕು ಎಂದರು. ಪಿಸಿಬಿಕೆ ಕ್ಲಸ್ಟರ್ ಮಟ್ಟದ ವಿವಿಧ ಶಾಲೆಗಳ ವಿದ್ಯಾರ್ಥಿಗಳು ಕಲಿಕಾ ಹಬ್ಬದಲ್ಲಿ ಪಾಲ್ಗೊಂಡು ತಮ್ಮ ಪ್ರತಿಭೆಯನ್ನು ಅನಾವರಣಗೊಳಿಸಿದರು. ಈ ಸಂದರ್ಭದಲ್ಲಿ ಸಿಆರ್‌ಪಿ, ಬಿಆರ್‌ಪಿ ಮಂಜುನಾಥ್, ಇಸಿಒಗಳಾದ ಶ್ರೀನಿವಾಸ್, ಶಾಲೆಯ ಮುಖ್ಯ ಶಿಕ್ಷಕರಾದ ಸಿ.ಎಂ.ವೆಂಕಟರಮಣಪ್ಪ, ಎಸ್‌ಡಿಎಂಸಿ ಅಧ್ಯಕ್ಷರು, ಶಿಕ್ಷಕರು ಹಾಗೂ ವಿದ್ಯಾರ್ಥಿಗಳು ಪಾಲ್ಗೊಂಡಿದ್ದರು. <box>802 1185 1012 1307</box>
dharmasthala-photo <box>40 1434 352 1528</box>
lead-column-3: 40 ಪ್ರಮಾಣಕ್ಕೆ ಹಂಚಿಕೆಯನ್ನು ಮೀರಿದರೆ ರಾಜ್ಯಗಳೇ ಶೇ 100 ರಷ್ಟು ವೆಚ್ಚವನ್ನು ಭರಿಸಬೇಕಿರುತ್ತದೆ. ಇದರಿಂದ ರಾಜ್ಯಗಳ ಮೇಲೆ ಆರ್ಥಿಕ ಹೊರೆ ಹೆಚ್ಚಾಗಲಿದೆ. ವರ್ಷವಿಡೀ ಕೆಲಸಗಳು ನಡೆಯುತ್ತಿದ್ದವು. ಹೊಸ ಯೋಜನೆಯಲ್ಲಿ ಬೇಡಿಕೆ ಕೊಡ ಎಂದರೂ ಸರ್ಕಾರವೇ ನಿರ್ಧರಿಸಲಿದೆ. ಗ್ರಾಮ ಪಂಚಾಯಿತಿಗಳ ಅಧಿಕಾರ ಕಸಿದುಕೊಳ್ಳಲಾಗಿದೆ ಎಂದು ದೂರಿದರು. <box>566 375 816 450</box>
manarega-headline: ಮನರೇಗಾ ಯೋಜನೆ ವಿರುದ್ಧ ವಿಶೇಷ ಸಭೆ <box>372 1463 772 1498</box>
srikanth-body: ಕೋಲಾರ, ಜ.10:- ಕೋಲಾರದಲ್ಲಿ ನಡೆದ ಜಿಲ್ಲಾ ಮಟ್ಟದ ಸಿರಿಧಾನ್ಯ ಮತ್ತು ಸಾವಯವ ಮೇಳ-2026 ಅತ್ಯ ಯೋಜನೆಯ ತಾಲ್ಲೂಕು ಮಟ್ಟದ ಪ್ರಗತಿಪರ ರೈತ ಕೋಲಾರ ತಾಲ್ಲೂಕಿನ ಸುಗಟೂರು ಹೋಬಳಿಯ ಮದನಹಳ್ಳಿ ಗ್ರಾಮದ ವೈ.ಎಂ.ಶ್ರೀಕಾಂತ್ ಅವರನ್ನು ಸನ್ಮಾನಿಸಲಾಯಿತು. ಯುವ ರೈತ ಶ್ರೀಕಾಂತ್ ತಮ್ಮ ಜಮೀನಿನಲ್ಲಿ ಸಾವಯವ ಕೃಷಿ ಪದ್ಧತಿ ಅಳವಡಿಸಿಕೊಂಡು ವಿವಿಧ ಬೆಳೆಗಳನ್ನು ಬೆಳೆಯುತ್ತಿದ್ದಾರೆ. ಕೃಷಿ ಇಲಾಖೆಯ ಸೌಲಭ್ಯ ಪಡೆದು ಹನಿ ನೀರಾವರಿ ಪದ್ಧತಿ ಮೂಲಕ ಕಡಿಮೆ ನೀರಿನಲ್ಲಿ ಹೆಚ್ಚಿನ ಇಳುವರಿ ಪಡೆಯುತ್ತಿದ್ದಾರೆ. ಕೃಷಿ ಹೊಂಡ ನಿರ್ಮಿಸಿಕೊಂಡು ಮಳೆ ನೀರು ಸಂಗ್ರಹಿಸಿ ಬೆಳೆಗಳಿಗೆ ಬಳಸುತ್ತಿದ್ದಾರೆ. ಸಮಗ್ರ ಕೃಷಿ ಪದ್ಧತಿ ಅಳವಡಿಸಿಕೊಂಡು ಹೈನುಗಾರಿಕೆ, ಕುರಿ ಸಾಕಣೆ, ಕೋಳಿ ಸಾಕಣೆಯಲ್ಲೂ ತೊಡಗಿಸಿಕೊಂಡಿದ್ದಾರೆ. ಇತರ ರೈತರಿಗೂ ಮಾದರಿಯಾಗಿದ್ದಾರೆ. ಇವರ ಸಾಧನೆ ಗುರುತಿಸಿ ಕೃಷಿ ಇಲಾಖೆ ವತಿಯಿಂದ ಪ್ರಗತಿಪರ ರೈತ ಪ್ರಶಸ್ತಿ ನೀಡಿ ಗೌರವಿಸಲಾಯಿತು. ಕೃಷಿ ಅಧಿಕಾರಿಗಳು, ಜನಪ್ರತಿನಿಧಿಗಳು ಹಾಗೂ ರೈತ ಮುಖಂಡರು ಉಪಸ್ಥಿತರಿದ್ದರು. <box>1024 1021 1340 1189</box>
lead-headline: ಜಿ.ರಾಮ್.ಜಿ ಯೋಜನೆ ಜನ ವಿರೋಧಿ ಧೋರಣೆ: ಬೈರತಿ ಸುರೇಶ್ <box>162 72 1218 130</box>
makkalalli-column-2: ಮನೋವಿಜ್ಞಾನವನ್ನು ಬೆಳೆಸಲು ಸಹಕಾರಿಯಾಗಿದೆ. ಈ ಹಬ್ಬದ ಮಕ್ಕಳಲ್ಲಿ ಸಾಮೂಹಿಕ ನಾಯಕತ್ವ ಮತ್ತು ಸಹಭಾಗಿತ್ವ ಗುಣಗಳನ್ನು ಬೆಳೆಸುವ ಉತ್ತಮ ವೇದಿಕೆ ಕಲ್ಪಿಸಿದೆ. ಇದನ್ನು ಶಿಕ್ಷಕರು ಸದ್ಬಳಕೆ ಮಾಡಿಕೊಳ್ಳಬೇಕು ಎಂದರು. ಸರ್ಕಾರಿ ಶಾಲೆಗಳಲ್ಲಿ ಗುಣಮಟ್ಟದ ಶಿಕ್ಷಣ ನೀಡಲಾಗುತ್ತಿದ್ದು ಪೋಷಕರು ತಮ್ಮ ಮಕ್ಕಳನ್ನು ಸರ್ಕಾರಿ ಶಾಲೆಗಳಿಗೆ ದಾಖಲಿಸಬೇಕು. ಕಲಿಕಾ ಹಬ್ಬದಲ್ಲಿ ಕಥೆ ಹೇಳುವುದು, ಚಿತ್ರ ಬಿಡಿಸುವುದು, ಗಟ್ಟಿ ಓದು, ಗಣಿತ ಆಟಗಳು ಸೇರಿದಂತೆ ವಿವಿಧ ಚಟುವಟಿಕೆಗಳನ್ನು ಆಯೋಜಿಸಲಾಗಿತ್ತು. ಮುಖ್ಯೋಪಾಧ್ಯಾಯರು ಮತ್ತು ಸಹ ಶಿಕ್ಷಕರು ಉಪಸ್ಥಿತರಿದ್ದರು. <box>588 1185 794 1353</box>
register-dot <box>76 2028 90 2042</box>
register-dot <box>58 2028 72 2042</box>
lead-column-1: ಕೋಲಾರ, ಜ.11:- ಕೇಂದ್ರ ಸರ್ಕಾರದ ಮನರೇಗಾ ಯೋಜನೆ ಬದಲಾಗಿ ಜಿ.ರಾಮ್.ಜಿ ಯೋಜನೆ ಜಾರಿಯು ಜನ ವಿರೋಧಿಯಾಗಿದೆ ಇದರಿಂದ ರಾಜ್ಯ ಸರ್ಕಾರಕ್ಕೆ ಭಾರ ಹೊರೆಯಾಗಲಿದೆ. ಮಹಾತ್ಮಗಾಂಧಿಯ ರಾಷ್ಟ್ರೀಯ ಗ್ರಾಮೀಣ ಉದ್ಯೋಗ ಖಾತರಿ ಯೋಜನೆಯ ಹೆಸರಿನ ಯೋಜನೆಯಲ್ಲಿ ಗಾಂಧಿ ಹೆಸರನ್ನು ಕೈ ಬಿಟ್ಟು ವಿಕಸಿತ ಭಾರತ ಉದ್ಯೋಗ ಖಾತರಿ ಮತ್ತು ಜೀವನೋಪಾಯ ಮಿಷನ್ ಮಸೂದೆಯನ್ನು ವಿಕಸನ್ನೆಯಾಗಿ ಕಳೆದ ಡಿಸೆಂಬರ್ 27 ರಂದು ಜಾರಿ ಮಾಡಿರುವುದು ಖಂಡನೀಯ ಎಂದು ನಗರ ಯೋಜನಾಭಿವೃದ್ಧಿ ಹಾಗೂ ಜಿಲ್ಲಾ ಉಸ್ತುವಾರಿ ಸಚಿವ ಬೈರತಿ ಸುರೇಶ್ ತಿಳಿಸಿದರು. ನಗರದ ಪ್ರವಾಸಿ ಮಂದಿರದಲ್ಲಿ ಆಯೋಜಿಸಿದ್ದ ಮಾಧ್ಯಮ ಗೋಷ್ಠಿಯಲ್ಲಿ ಅವರು ಮಾತನಾಡಿ ದೇಶದ ಸ್ವಾತಂತ್ರ್ಯಕ್ಕಾಗಿ ಪ್ರಾಣ ಬಲಿದಾನ ಮಾಡಿದ ರಾಷ್ಟ್ರಪಿತ ಮಹಾತ್ಮ ಗಾಂಧಿಯವರ ಸ್ಮರಣಾರ್ಥವಾಗಿ ಅವರಿಗೆ ಗೌರವ ಸೂಚಿಸುವ ಸಲುವಾಗಿ ಹಿಂದಿನ ಪ್ರಧಾನಿ ಮನಮೋಹನ್ ಸಿಂಗ್ ಅವರ ಯುಪಿಎ ಸರ್ಕಾರದಲ್ಲಿ ನರೇಗಾದ ಮಹಾತ್ಮ ಯೋಜನೆಗೆ ಮಹಾತ್ಮಗಾಂಧಿಯವರ ಹೆಸರನ್ನು ಸೇರ್ಪಡೆ ಮಾಡಿ ಘೋಷಿಸಿದ್ದರು. ಅದರ ಚಳಿಗಾಲದ ಅಧಿವೇಶನದಲ್ಲಿ ಬಿಜೆಪಿ ಪಕ್ಷದವರು ಮಹಾತ್ಮಗಾಂಧಿಯವರ ಹೆಸರನ್ನು ಬದಲಾಯಿಸಿ ರಾಮ್ ಎಂಬ ಹೆಸರನ್ನು ಸೇರ್ಪಡೆ ಮಾಡಿ ಓಟ್ ಬ್ಯಾಂಕ್‌ಗಾಗಿ ಧಾರ್ಮಿಕ ಭಾವನೆಗಳನ್ನು ಬಳಸಿಕೊಂಡು ಕಾರ್ಯಕ್ರಮಗಳನ್ನು ಬದಲಾಯಿಸಿರುವುದು ಸರಿಯಲ್ಲ. <box>40 143 290 420</box>
